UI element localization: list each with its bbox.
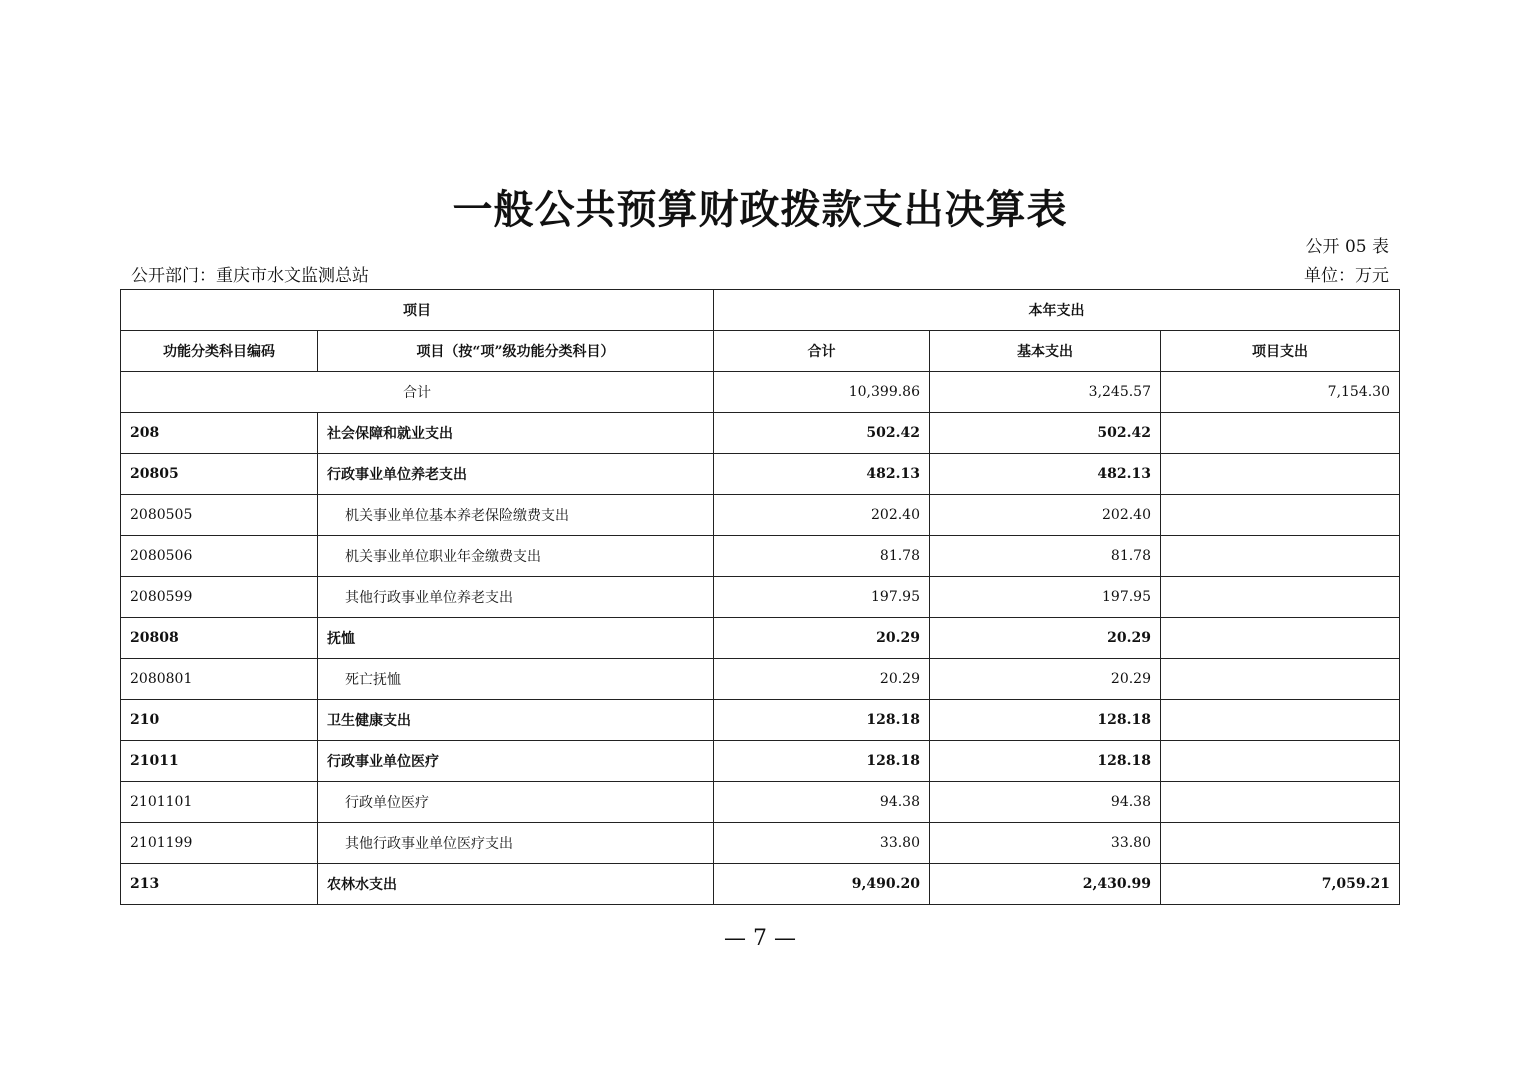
table-row (121, 864, 1400, 905)
header-current-year: 本年支出 (714, 290, 1400, 331)
row-name: 行政事业单位养老支出 (318, 454, 714, 495)
header-basic: 基本支出 (930, 331, 1161, 372)
row-project (1161, 618, 1400, 659)
summary-total: 10,399.86 (714, 372, 930, 413)
row-name: 行政单位医疗 (318, 782, 714, 823)
department-label: 公开部门：重庆市水文监测总站 (131, 266, 369, 286)
row-code: 21011 (121, 741, 318, 782)
row-basic: 81.78 (930, 536, 1161, 577)
row-basic: 94.38 (930, 782, 1161, 823)
summary-row (121, 372, 1400, 413)
row-code: 213 (121, 864, 318, 905)
row-code: 210 (121, 700, 318, 741)
row-name: 机关事业单位职业年金缴费支出 (318, 536, 714, 577)
row-project (1161, 782, 1400, 823)
header-total: 合计 (714, 331, 930, 372)
row-project (1161, 495, 1400, 536)
row-code: 2080506 (121, 536, 318, 577)
row-code: 2080599 (121, 577, 318, 618)
row-basic: 202.40 (930, 495, 1161, 536)
row-name: 其他行政事业单位养老支出 (318, 577, 714, 618)
row-total: 33.80 (714, 823, 930, 864)
table-row (121, 495, 1400, 536)
row-total: 502.42 (714, 413, 930, 454)
summary-label: 合计 (121, 372, 714, 413)
row-name: 其他行政事业单位医疗支出 (318, 823, 714, 864)
row-project (1161, 659, 1400, 700)
row-basic: 197.95 (930, 577, 1161, 618)
table-row (121, 454, 1400, 495)
row-basic: 20.29 (930, 659, 1161, 700)
row-project (1161, 454, 1400, 495)
row-name: 社会保障和就业支出 (318, 413, 714, 454)
row-code: 20808 (121, 618, 318, 659)
header-project: 项目 (121, 290, 714, 331)
table-row (121, 577, 1400, 618)
row-basic: 128.18 (930, 700, 1161, 741)
header-code: 功能分类科目编码 (121, 331, 318, 372)
row-name: 卫生健康支出 (318, 700, 714, 741)
header-project-expense: 项目支出 (1161, 331, 1400, 372)
table-row (121, 413, 1400, 454)
row-total: 128.18 (714, 700, 930, 741)
row-basic: 33.80 (930, 823, 1161, 864)
row-project: 7,059.21 (1161, 864, 1400, 905)
row-project (1161, 413, 1400, 454)
summary-basic: 3,245.57 (930, 372, 1161, 413)
row-code: 2080801 (121, 659, 318, 700)
table-row (121, 823, 1400, 864)
unit-label: 单位：万元 (1304, 266, 1389, 286)
row-basic: 2,430.99 (930, 864, 1161, 905)
row-code: 208 (121, 413, 318, 454)
row-total: 482.13 (714, 454, 930, 495)
row-basic: 502.42 (930, 413, 1161, 454)
row-code: 2080505 (121, 495, 318, 536)
row-name: 农林水支出 (318, 864, 714, 905)
row-total: 197.95 (714, 577, 930, 618)
row-name: 抚恤 (318, 618, 714, 659)
table-row (121, 741, 1400, 782)
row-name: 死亡抚恤 (318, 659, 714, 700)
expenditure-table (120, 289, 1400, 905)
row-total: 202.40 (714, 495, 930, 536)
table-row (121, 618, 1400, 659)
row-name: 机关事业单位基本养老保险缴费支出 (318, 495, 714, 536)
row-code: 2101101 (121, 782, 318, 823)
table-row (121, 700, 1400, 741)
row-total: 81.78 (714, 536, 930, 577)
row-project (1161, 823, 1400, 864)
header-name: 项目（按“项”级功能分类科目） (318, 331, 714, 372)
row-basic: 128.18 (930, 741, 1161, 782)
row-basic: 20.29 (930, 618, 1161, 659)
row-code: 2101199 (121, 823, 318, 864)
header-row-top (121, 290, 1400, 331)
row-project (1161, 577, 1400, 618)
table-row (121, 536, 1400, 577)
table-row (121, 782, 1400, 823)
page-number: — 7 — (724, 926, 796, 951)
header-row-columns (121, 331, 1400, 372)
row-total: 128.18 (714, 741, 930, 782)
table-number: 公开 05 表 (1305, 237, 1389, 257)
table-row (121, 659, 1400, 700)
row-name: 行政事业单位医疗 (318, 741, 714, 782)
row-total: 94.38 (714, 782, 930, 823)
row-total: 9,490.20 (714, 864, 930, 905)
summary-project: 7,154.30 (1161, 372, 1400, 413)
row-project (1161, 700, 1400, 741)
row-project (1161, 536, 1400, 577)
row-project (1161, 741, 1400, 782)
row-basic: 482.13 (930, 454, 1161, 495)
row-total: 20.29 (714, 618, 930, 659)
row-code: 20805 (121, 454, 318, 495)
page-title: 一般公共预算财政拨款支出决算表 (452, 186, 1068, 233)
row-total: 20.29 (714, 659, 930, 700)
